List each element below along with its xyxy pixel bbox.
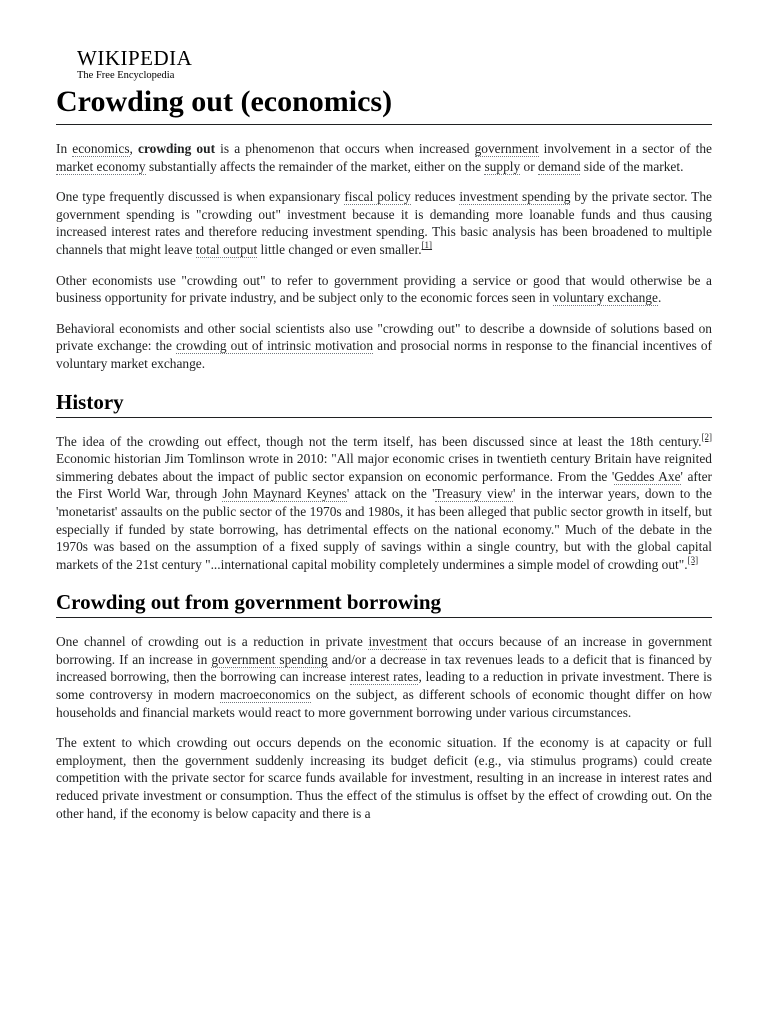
text: is a phenomenon that occurs when increased (215, 141, 475, 156)
intro-paragraph-1 (56, 140, 712, 175)
citation-2 (702, 432, 713, 442)
text: substantially affects the remainder of the market, either on the (145, 158, 485, 174)
link-voluntary-exchange[interactable]: voluntary exchange (552, 290, 658, 306)
section-heading-history: History (56, 387, 712, 418)
text: ' in the interwar years, down to the 'monetarist' assaults on the public sector of the 1970s and 1980s, it has been alleged that public sector growth in itself, but especially if funded by state borrowing, has detrimental effects on the national economy." Much of the debate in the 1970s was based on the assumption of a fixed supply of savings within a single country, but with the global capital markets of the 21st century "...international capital mobility completely undermines a simple model of crowding out". (56, 486, 712, 572)
text: and/or a decrease in tax revenues leads to a deficit that is financed by increased borrowing, then the borrowing can increase (56, 651, 712, 685)
text: Other economists use "crowding out" to refer to government providing a service or good that would otherwise be a business opportunity for private industry, and be subject only to the economic forces seen in (56, 272, 712, 306)
bold-term: crowding out (138, 141, 216, 156)
link-government[interactable]: government (474, 141, 539, 156)
page-title: Crowding out (economics) (56, 82, 712, 125)
text: One channel of crowding out is a reduction in private (56, 634, 369, 650)
intro-paragraph-4 (56, 320, 712, 373)
article-content (56, 140, 712, 835)
link-macroeconomics[interactable]: macroeconomics (219, 687, 311, 703)
text: Behavioral economists and other social scientists also use "crowding out" to describe a downside of solutions based on private exchange: the (56, 320, 712, 354)
citation-3 (688, 555, 699, 565)
wikipedia-logo[interactable] (77, 48, 192, 82)
text: involvement in a sector of the (538, 141, 712, 156)
link-total-output[interactable]: total output (195, 241, 258, 257)
text: The idea of the crowding out effect, though not the term itself, has been discussed since at least the 18th century. (56, 433, 702, 449)
history-paragraph-1 (56, 433, 712, 574)
text: , (129, 141, 138, 156)
link-investment-spending[interactable]: investment spending (459, 189, 571, 205)
text: In (56, 141, 73, 156)
text: little changed or even smaller. (257, 241, 422, 257)
text: . (657, 290, 662, 306)
link-demand[interactable]: demand (538, 158, 581, 174)
text: , leading to a reduction in private investment. There is some controversy in modern (56, 669, 713, 703)
text: reduces (410, 189, 460, 205)
link-fiscal-policy[interactable]: fiscal policy (344, 189, 411, 205)
citation-1 (422, 240, 433, 250)
section-heading-borrowing: Crowding out from government borrowing (56, 587, 712, 618)
text: by the private sector. The government spending is "crowding out" investment because it is demanding more loanable funds and thus causing increased interest rates and therefore reducing investment spending. This basic analysis has been broadened to multiple channels that might leave (56, 189, 712, 257)
link-treasury-view[interactable]: Treasury view (434, 486, 514, 502)
intro-paragraph-3 (56, 272, 712, 307)
logo-tagline: The Free Encyclopedia (77, 70, 175, 81)
borrowing-paragraph-2 (56, 734, 712, 822)
text: ' after the First World War, through (56, 468, 712, 502)
link-economics[interactable]: economics (72, 141, 130, 156)
text: The extent to which crowding out occurs depends on the economic situation. If the economy is at capacity or full employment, then the government suddenly increasing its budget deficit (e.g., via stimulus programs) could create competition with the private sector for scarce funds available for investment, resulting in an increase in interest rates and reduced private investment or consumption. Thus the effect of the stimulus is offset by the effect of crowding out. On the other hand, if the economy is below capacity and there is a (56, 735, 712, 821)
link-supply[interactable]: supply (484, 158, 521, 174)
text: on the subject, as different schools of economic thought differ on how households and financial markets would react to more government borrowing under various circumstances. (56, 687, 712, 720)
link-investment[interactable]: investment (368, 634, 428, 650)
link-market-economy[interactable]: market economy (56, 158, 146, 174)
link-john-maynard-keynes[interactable]: John Maynard Keynes (222, 486, 347, 502)
link-intrinsic-motivation[interactable]: crowding out of intrinsic motivation (176, 338, 374, 354)
text: Economic historian Jim Tomlinson wrote in 2010: "All major economic crises in twentieth century Britain have reignited simmering debates about the impact of public sector expansion on economic performance. From the ' (56, 451, 712, 484)
text: ' attack on the ' (346, 486, 435, 502)
text: and prosocial norms in response to the financial incentives of voluntary market exchange. (56, 338, 713, 371)
text: One type frequently discussed is when expansionary (56, 189, 345, 205)
link-interest-rates[interactable]: interest rates (349, 669, 419, 685)
text: that occurs because of an increase in government borrowing. If an increase in (56, 634, 712, 667)
text: or (520, 158, 539, 174)
borrowing-paragraph-1 (56, 633, 712, 721)
link-government-spending[interactable]: government spending (211, 651, 328, 667)
intro-paragraph-2 (56, 188, 712, 258)
link-geddes-axe[interactable]: Geddes Axe (614, 468, 681, 484)
logo-wordmark: WIKIPEDIA (77, 46, 193, 70)
citation-link[interactable]: [2] (701, 431, 712, 442)
citation-link[interactable]: [1] (421, 239, 433, 250)
text: side of the market. (580, 158, 684, 174)
citation-link[interactable]: [3] (687, 554, 699, 565)
